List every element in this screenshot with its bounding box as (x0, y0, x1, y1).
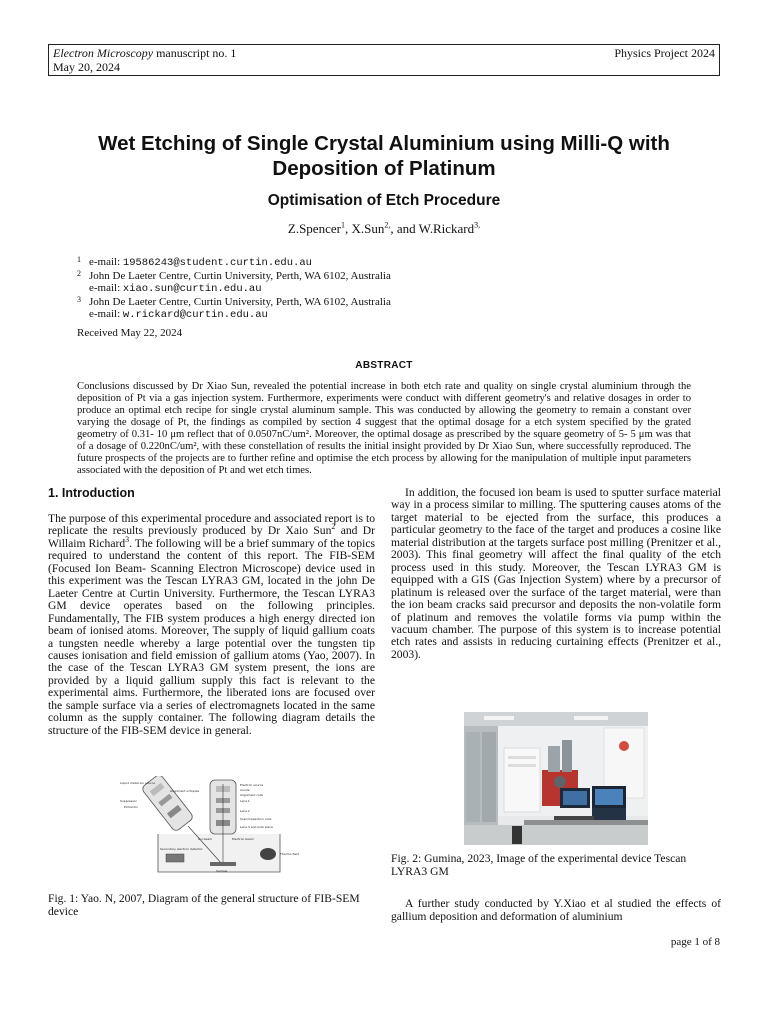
affiliation-number: 3 (77, 294, 81, 304)
label-electron-source: Electron source (240, 783, 264, 787)
author-3-sup: 3, (474, 220, 481, 230)
affiliation-address: John De Laeter Centre, Curtin University, Perth, WA 6102, Australia (89, 269, 391, 282)
email-label: e-mail: (89, 256, 123, 268)
label-sample: Sample (216, 869, 228, 873)
section-heading-introduction: 1. Introduction (48, 486, 135, 500)
fib-sem-diagram (118, 776, 308, 878)
label-lens2: Lens 2 (240, 809, 250, 813)
label-anode: Anode (240, 788, 250, 792)
affiliations (77, 256, 677, 322)
abstract-text: Conclusions discussed by Dr Xiao Sun, revealed the potential increase in both etch rate and quality on single crystal aluminium through the deposition of Pt via a gas injection system. Furthermore, experiments were conduct with different geometry's and relative dosages in order to produce an optimal etch recipe for single crystal aluminum sample. This was conducted by allowing the geometry to remain a constant over varying the dosage of Pt, the findings as compiled by section 4 suggest that the optimal dosage for a etch system specified by the grated geometry of 0.31- 10 μm reflect that of 0.0507nC/um². Moreover, the optimal dosage as prescribed by the square geometry of 5- 5 μm was that of a dosage of 0.220nC/um², with these constellation of results the initial insight provided by Dr Xiao Sun, where successfully reproduced. The future prospects of the projects are to further refine and optimise the etch process by allowing for the manipulation of multiple input parameters associated with the deposition of Pt and wet etch times. (77, 381, 691, 476)
email-link[interactable]: xiao.sun@curtin.edu.au (122, 283, 262, 295)
project-name: Physics Project 2024 (614, 46, 715, 60)
email-link[interactable]: 19586243@student.curtin.edu.au (122, 257, 312, 269)
right-paragraph-1: In addition, the focused ion beam is used to sputter surface material way in a process similar to milling. The sputtering causes atoms of the target material to be ejected from the surface, this produces a particular geometry to the face of the target and produces a cosine like material distribution at the targets surface post milling (Prenitzer et al., 2003). This final geometry will affect the final quality of the etch process used in this study. Moreover, the Tescan LYRA3 GM is equipped with a GIS (Gas Injection System) where by a precursor of platinum is released over the surface of the target material, were than the ion beam cracks said precursor and deposits the non-volatile form of platinum and removes the volatile forms via pump within the vacuum chamber. The purpose of this system is to increase potential etch rates and assists in reducing curtaining effects (Prenitzer et al., 2003). (391, 486, 721, 661)
label-alignment-coils: Alignment coils (240, 793, 264, 797)
label-extractor: Extractor (124, 805, 138, 809)
author-3: , and W.Rickard (390, 221, 475, 236)
paper-subtitle: Optimisation of Etch Procedure (267, 192, 501, 209)
label-suppressor: Suppressor (120, 799, 137, 803)
label-alignment-octopole: Alignment octopole (170, 789, 200, 793)
lab-photo (464, 712, 648, 845)
header-left (53, 46, 236, 74)
label-lens3: Lens 3 and pole piece (240, 825, 273, 829)
figure-2-caption: Fig. 2: Gumina, 2023, Image of the experimental device Tescan LYRA3 GM (391, 852, 687, 878)
affiliation-3 (77, 296, 677, 322)
label-thermo-field: Thermo field (280, 852, 299, 856)
manuscript-header (48, 44, 720, 76)
affiliation-2 (77, 270, 677, 296)
email-label: e-mail: (89, 282, 123, 294)
journal-name: Electron Microscopy (53, 46, 154, 60)
author-2-sup: 2, (384, 220, 391, 230)
header-date: May 20, 2024 (53, 60, 120, 74)
right-paragraph-2: A further study conducted by Y.Xiao et al studied the effects of gallium deposition and deformation of aluminium (391, 897, 721, 923)
manuscript-number: manuscript no. 1 (153, 46, 237, 60)
right-column (391, 487, 721, 661)
intro-sup-1: 2 (331, 522, 336, 532)
intro-paragraph (48, 513, 375, 737)
label-lens1: Lens 1 (240, 799, 250, 803)
affiliation-number: 2 (77, 268, 81, 278)
label-electron-beam: Electron beam (232, 837, 254, 841)
label-scan-inspection: Scan/inspection coils (240, 817, 272, 821)
author-2: , X.Sun (344, 221, 385, 236)
author-1-sup: 1 (340, 220, 345, 230)
affiliation-1 (77, 256, 677, 270)
label-secondary-detector: Secondary electron detector (160, 847, 203, 851)
intro-sup-2: 3 (125, 535, 130, 545)
intro-text-c: . The following will be a brief summary of the topics required to understand the content of this report. The FIB-SEM (Focused Ion Beam- Scanning Electron Microscope) device used in this experiment was the Tescan LYRA3 GM, located in the john De Laeter Centre at Curtin University. Furthermore, the Tescan LYRA3 GM device operates based on the following principles. Fundamentally, The FIB system produces a high energy directed ion beam of ionised atoms. Moreover, The supply of liquid gallium coats a tungsten needle whereby a large potential over the tungsten tip causes ionisation and field emission of gallium atoms (Yao, 2007). In the case of the Tescan LYRA3 GM system present, the ions are provided by a liquid gallium supply this fact is relevant to the experimental aims. Furthermore, the liberated ions are focused over the sample surface via a series of electromagnets located in the same column as the supply container. The following diagram details the structure of the FIB-SEM device in general. (48, 536, 375, 737)
intro-text-a: The purpose of this experimental procedure and associated report is to replicate the results previously produced by Dr Xaio Sun (48, 512, 375, 538)
paper-title: Wet Etching of Single Crystal Aluminium using Milli-Q with Deposition of Platinum (98, 132, 670, 180)
label-ion-beam: Ion beam (198, 837, 213, 841)
affiliation-number: 1 (77, 255, 81, 264)
email-label: e-mail: (89, 308, 123, 320)
author-list (48, 221, 720, 237)
affiliation-address: John De Laeter Centre, Curtin University, Perth, WA 6102, Australia (89, 295, 391, 308)
label-liquid-metal: Liquid metal ion source (120, 781, 156, 785)
author-1: Z.Spencer (287, 221, 341, 236)
email-link[interactable]: w.rickard@curtin.edu.au (122, 309, 268, 321)
received-date: Received May 22, 2024 (77, 327, 183, 339)
figure-1-caption: Fig. 1: Yao. N, 2007, Diagram of the general structure of FIB-SEM device (48, 892, 360, 918)
intro-text-b: and Dr Willaim Richard (48, 524, 375, 550)
page-number: page 1 of 8 (670, 936, 720, 948)
abstract-heading: ABSTRACT (355, 360, 413, 371)
left-column (48, 486, 375, 737)
